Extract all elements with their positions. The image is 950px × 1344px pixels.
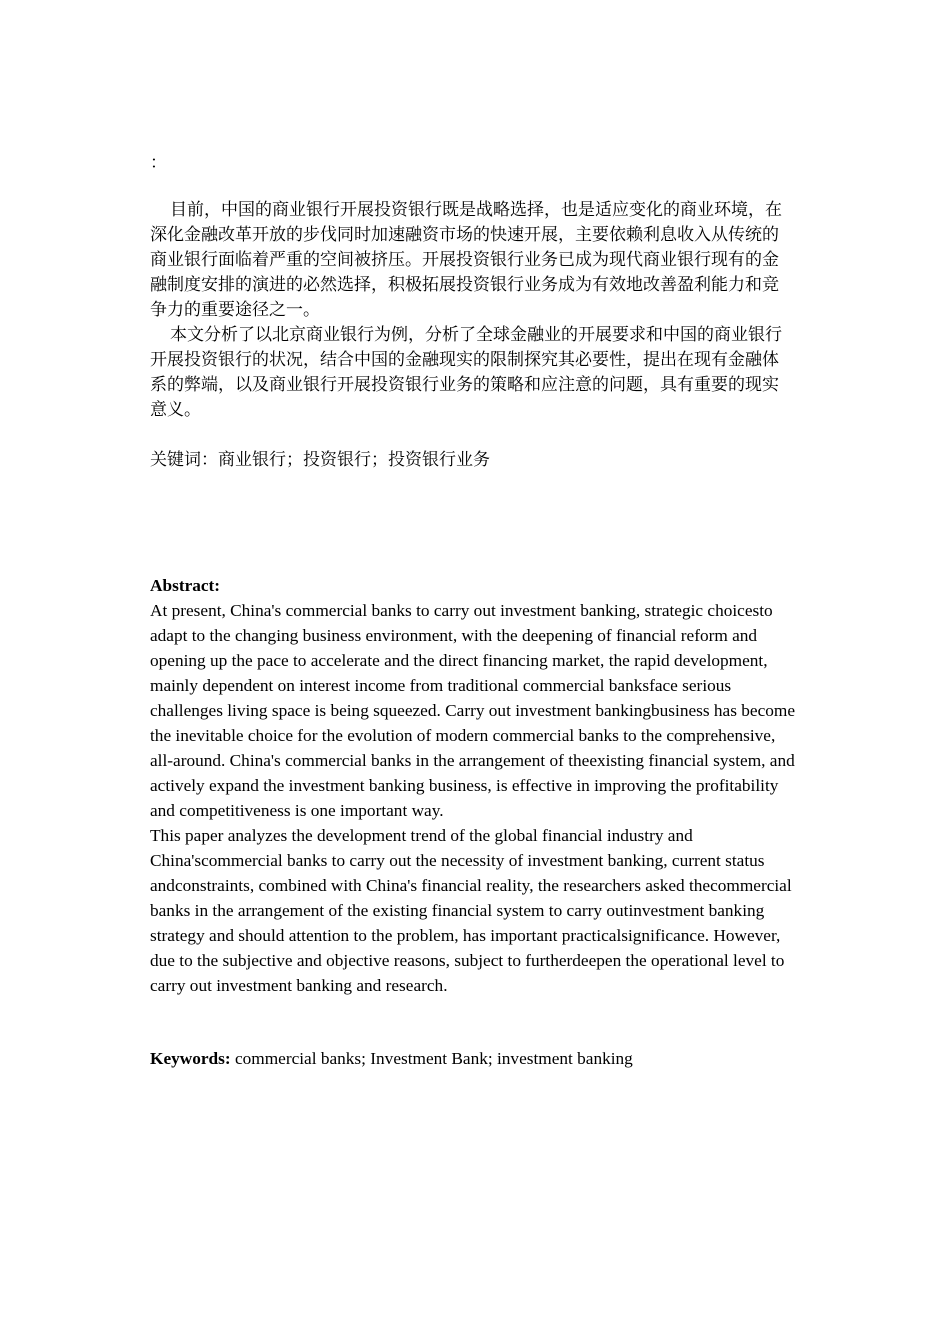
english-abstract xyxy=(150,573,795,998)
english-abstract-paragraph-1: At present, China's commercial banks to carry out investment banking, strategic choicesto adapt to the changing business environment, with the deepening of financial reform and opening up the pace to accelerate and the direct financing market, the rapid development, mainly dependent on interest income from traditional commercial banksface serious challenges living space is being squeezed. Carry out investment bankingbusiness has become the inevitable choice for the evolution of modern commercial banks to the comprehensive, all-around. China's commercial banks in the arrangement of theexisting financial system, and actively expand the investment banking business, is effective in improving the profitability and competitiveness is one important way. xyxy=(150,601,796,820)
keywords-label: Keywords: xyxy=(150,1049,231,1068)
abstract-heading: Abstract: xyxy=(150,576,221,595)
keywords-value: commercial banks; Investment Bank; investment banking xyxy=(230,1049,633,1068)
english-keywords xyxy=(150,1046,795,1071)
english-abstract-paragraph-2: This paper analyzes the development trend of the global financial industry and China'scommercial banks to carry out the necessity of investment banking, current status andconstraints, combined with China's financial reality, the researchers asked thecommercial banks in the arrangement of the existing financial system to carry outinvestment banking strategy and should attention to the problem, has important practicalsignificance. However, due to the subjective and objective reasons, subject to furtherdeepen the operational level to carry out investment banking and research. xyxy=(150,826,792,995)
heading-colon: ： xyxy=(150,153,167,173)
chinese-abstract xyxy=(150,198,790,423)
chinese-abstract-paragraph-1: 目前，中国的商业银行开展投资银行既是战略选择，也是适应变化的商业环境，在深化金融改革开放的步伐同时加速融资市场的快速开展，主要依赖利息收入从传统的商业银行面临着严重的空间被挤压。开展投资银行业务已成为现代商业银行现有的金融制度安排的演进的必然选择，积极拓展投资银行业务成为有效地改善盈利能力和竞争力的重要途径之一。 xyxy=(150,200,782,320)
chinese-abstract-paragraph-2: 本文分析了以北京商业银行为例，分析了全球金融业的开展要求和中国的商业银行开展投资银行的状况，结合中国的金融现实的限制探究其必要性，提出在现有金融体系的弊端，以及商业银行开展投资银行业务的策略和应注意的问题，具有重要的现实意义。 xyxy=(150,325,782,420)
chinese-keywords: 关键词：商业银行；投资银行；投资银行业务 xyxy=(150,450,490,470)
